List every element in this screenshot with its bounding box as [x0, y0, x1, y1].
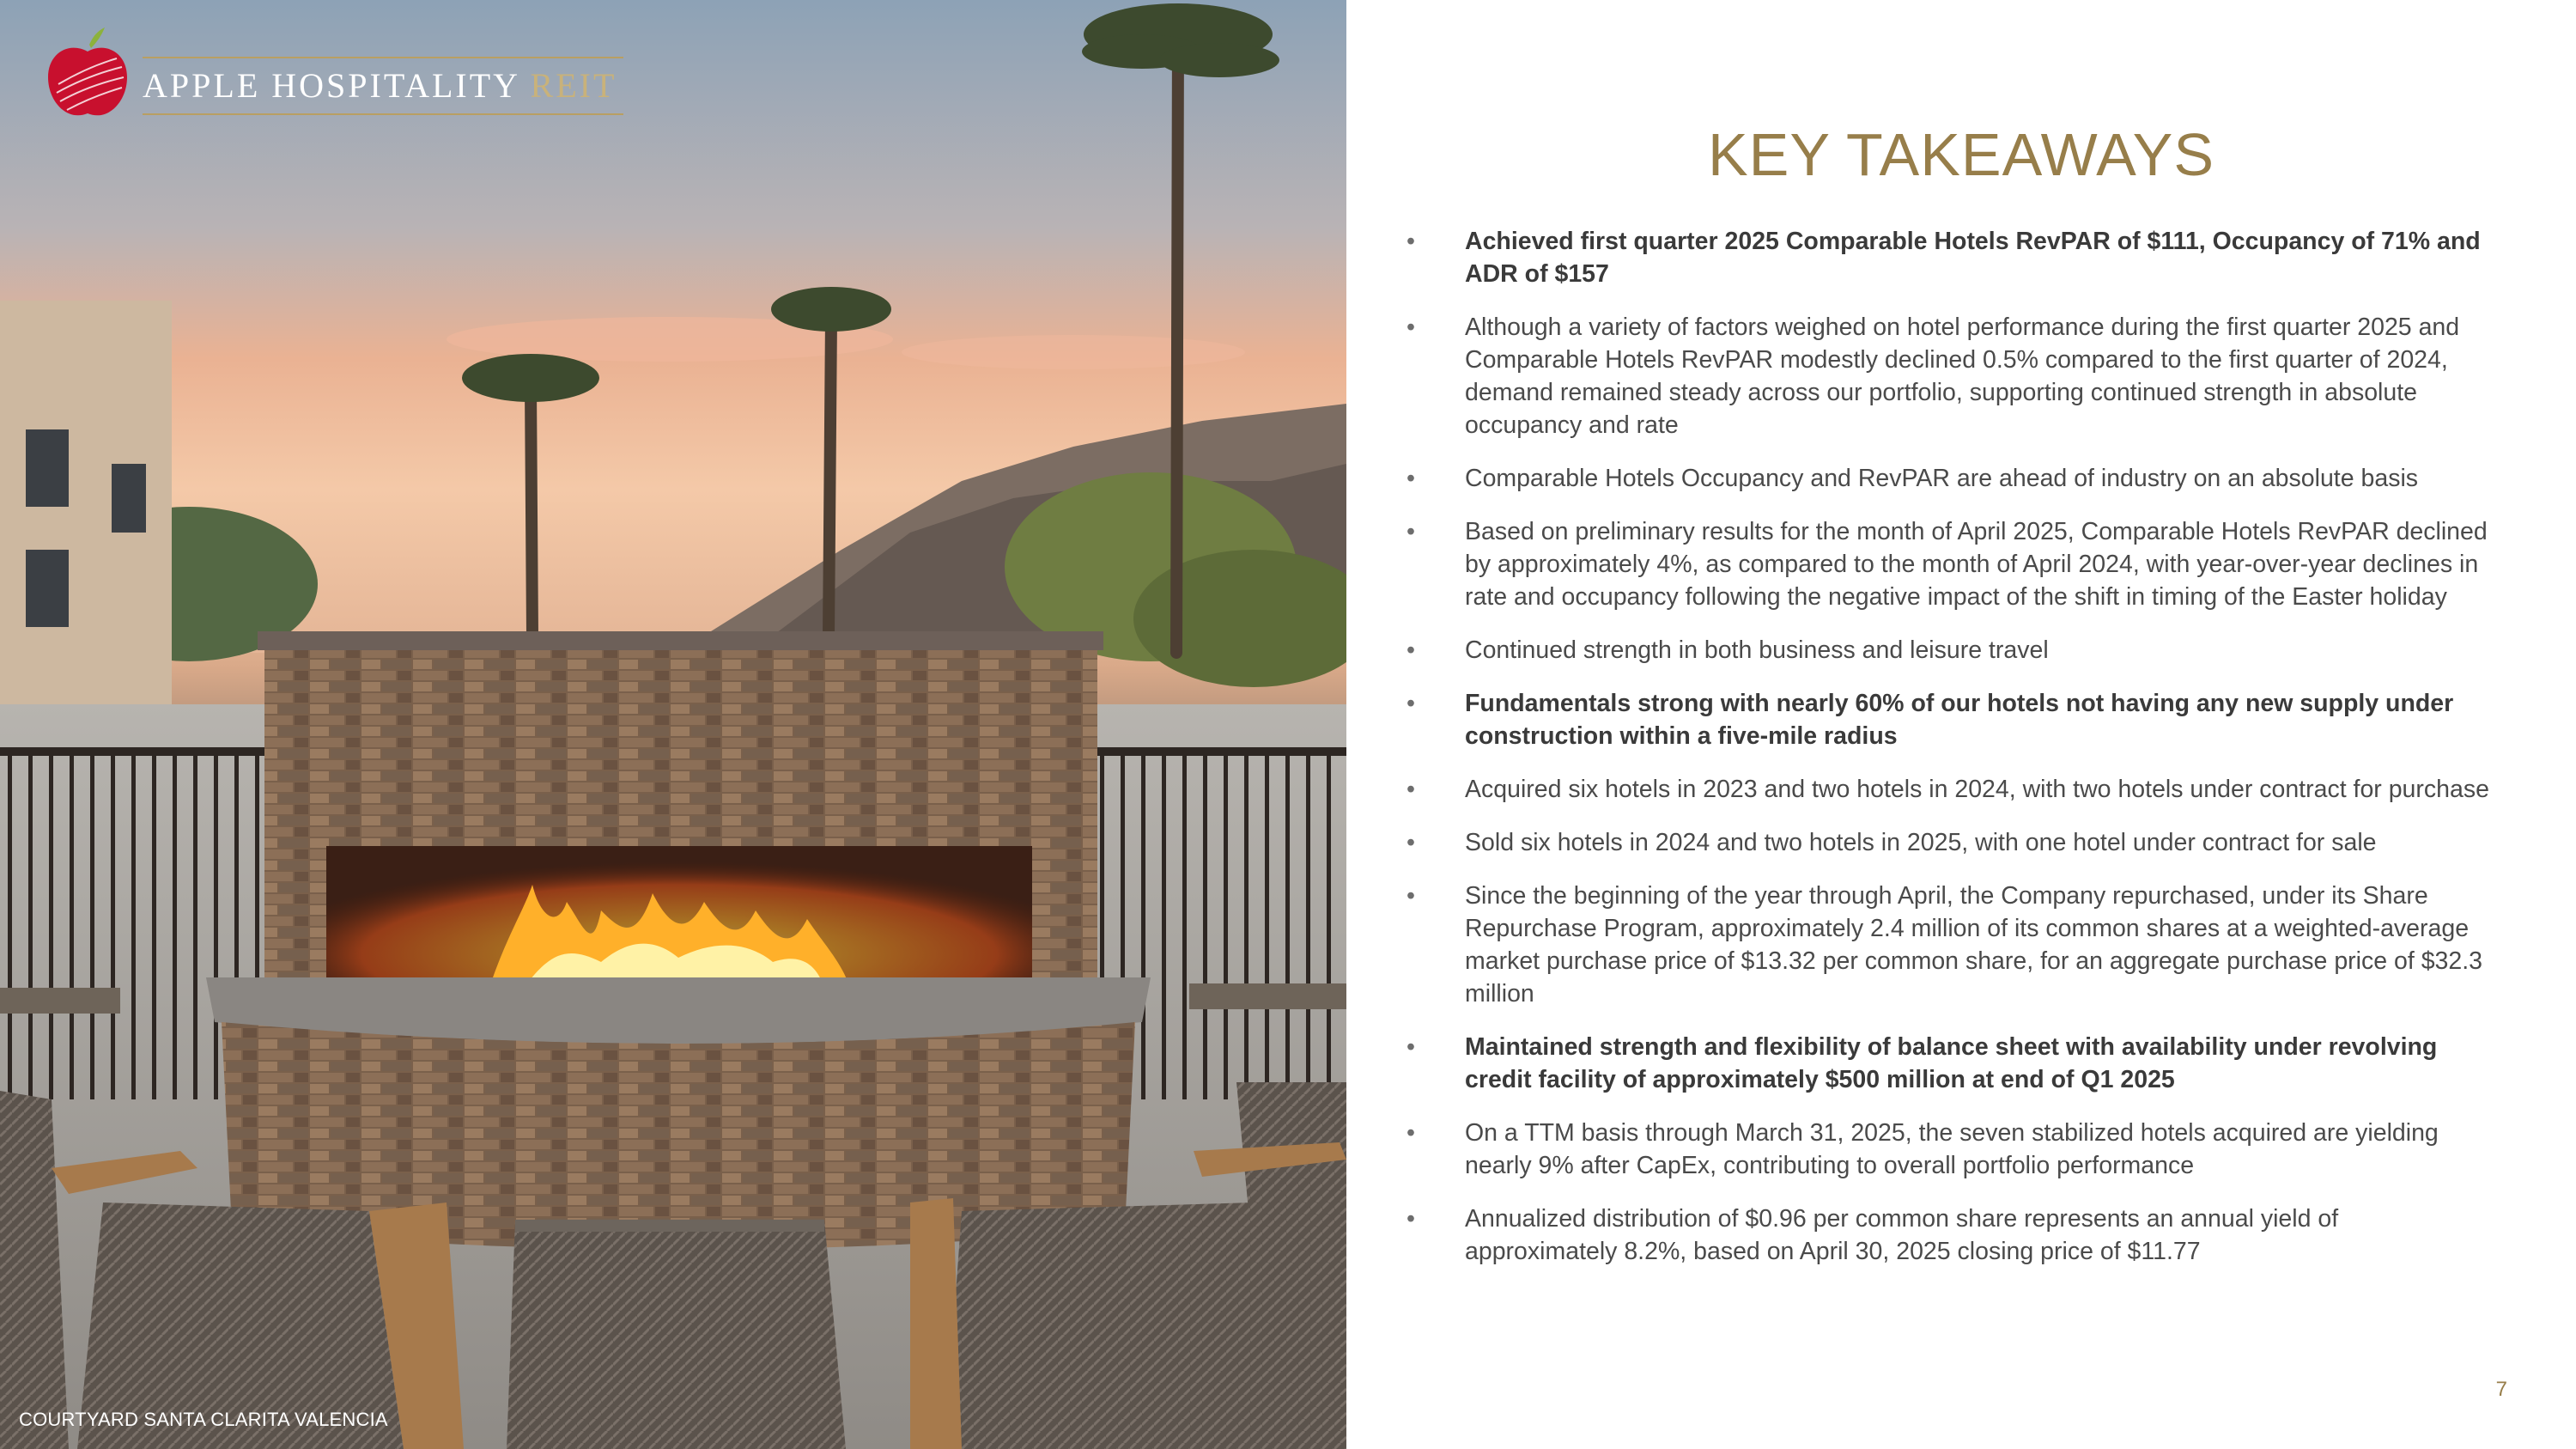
bullet-icon: •: [1406, 636, 1415, 664]
company-logo: [45, 24, 617, 127]
takeaway-item: [1406, 515, 2497, 613]
takeaway-item: [1406, 826, 2497, 859]
takeaway-item: [1406, 1117, 2497, 1182]
takeaway-text: Sold six hotels in 2024 and two hotels in 2025, with one hotel under contract for sale: [1465, 829, 2377, 856]
takeaway-item: [1406, 773, 2497, 806]
bullet-icon: •: [1406, 690, 1415, 717]
photo-caption: COURTYARD SANTA CLARITA VALENCIA: [19, 1409, 388, 1430]
takeaway-text: Acquired six hotels in 2023 and two hotels in 2024, with two hotels under contract for purchase: [1465, 776, 2489, 803]
bullet-icon: •: [1406, 776, 1415, 803]
page-title: KEY TAKEAWAYS: [1707, 121, 2215, 188]
takeaway-item: [1406, 462, 2497, 495]
page-number: 7: [2495, 1378, 2507, 1401]
takeaway-item: [1406, 1031, 2497, 1096]
takeaway-text: Annualized distribution of $0.96 per common share represents an annual yield of approximately 8.2%, based on April 30, 2025 closing price of $11.77: [1465, 1205, 2339, 1265]
bullet-icon: •: [1406, 1033, 1415, 1061]
bullet-icon: •: [1406, 518, 1415, 545]
takeaway-item: [1406, 687, 2497, 752]
bullet-icon: •: [1406, 1119, 1415, 1147]
takeaway-text: Since the beginning of the year through April, the Company repurchased, under its Share Repurchase Program, approximately 2.4 million of its common shares at a weighted-average market purchase price of $13.32 per common share, for an aggregate purchase price of $32.3 million: [1465, 882, 2483, 1008]
takeaway-text: On a TTM basis through March 31, 2025, the seven stabilized hotels acquired are yielding nearly 9% after CapEx, contributing to overall portfolio performance: [1465, 1119, 2439, 1179]
takeaway-text: Achieved first quarter 2025 Comparable Hotels RevPAR of $111, Occupancy of 71% and ADR of $157: [1465, 228, 2481, 288]
bullet-icon: •: [1406, 1205, 1415, 1233]
logo-rule-top: [143, 57, 623, 58]
takeaways-list: [1406, 225, 2497, 1288]
logo-rule-bottom: [143, 113, 623, 115]
takeaway-item: [1406, 311, 2497, 441]
bullet-icon: •: [1406, 228, 1415, 255]
takeaway-text: Fundamentals strong with nearly 60% of our hotels not having any new supply under construction within a five-mile radius: [1465, 690, 2454, 750]
logo-wordmark: APPLE HOSPITALITY REIT: [143, 66, 617, 105]
takeaway-text: Based on preliminary results for the month of April 2025, Comparable Hotels RevPAR declined by approximately 4%, as compared to the month of April 2024, with year-over-year declines in rate and occupancy following the negative impact of the shift in timing of the Easter holiday: [1465, 518, 2488, 611]
takeaway-text: Although a variety of factors weighed on hotel performance during the first quarter 2025 and Comparable Hotels RevPAR modestly declined 0.5% compared to the first quarter of 2024, demand remained steady across our portfolio, supporting continued strength in absolute occupancy and rate: [1465, 314, 2460, 439]
takeaway-item: [1406, 634, 2497, 667]
apple-icon: [45, 24, 131, 127]
takeaway-text: Continued strength in both business and leisure travel: [1465, 636, 2049, 664]
takeaway-text: Maintained strength and flexibility of balance sheet with availability under revolving credit facility of approximately $500 million at end of Q1 2025: [1465, 1033, 2438, 1093]
bullet-icon: •: [1406, 314, 1415, 341]
bullet-icon: •: [1406, 829, 1415, 856]
bullet-icon: •: [1406, 882, 1415, 910]
bullet-icon: •: [1406, 465, 1415, 492]
takeaway-item: [1406, 880, 2497, 1010]
takeaway-text: Comparable Hotels Occupancy and RevPAR are ahead of industry on an absolute basis: [1465, 465, 2419, 492]
takeaway-item: [1406, 1202, 2497, 1268]
takeaway-item: [1406, 225, 2497, 290]
